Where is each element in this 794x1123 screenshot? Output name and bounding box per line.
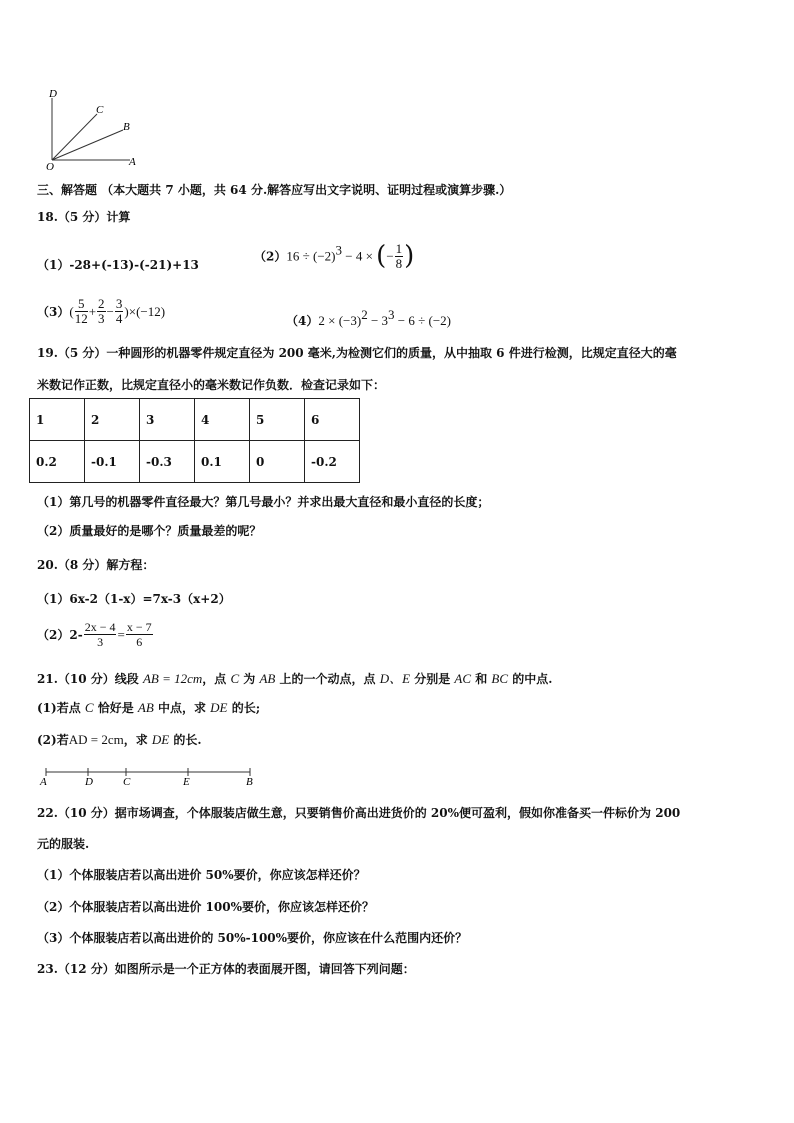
q18-part2: $(2)16 \div (-2)^3 - 4$ × (− $\frac{1}{8}$ ) bbox=[254, 240, 415, 271]
q18-part2-sign: − bbox=[386, 248, 394, 264]
q18-part2-label: （2） bbox=[254, 249, 287, 264]
fraction-denominator: 6 bbox=[136, 635, 143, 649]
q18-part2-expr-b: − 4 × bbox=[341, 248, 377, 264]
fraction-numerator: 1 bbox=[395, 240, 403, 256]
q18-part4-label: （4） bbox=[286, 314, 319, 328]
q19-sub1: （1）第几号的机器零件直径最大？第几号最小？并求出最大直径和最小直径的长度； bbox=[37, 495, 490, 509]
point-a-label: A bbox=[40, 776, 47, 788]
point-c-label: C bbox=[123, 776, 131, 788]
table-cell: 2 bbox=[85, 399, 140, 441]
q20-part2: （2）2- $\frac{2x - 4}{3}$ = $\frac{x - 7}{6}$ bbox=[37, 620, 152, 649]
q22-sub1: （1）个体服装店若以高出进价 50%要价，你应该怎样还价？ bbox=[37, 868, 366, 882]
fraction-denominator: 3 bbox=[98, 311, 105, 326]
table-cell: 6 bbox=[305, 399, 360, 441]
table-cell: 0.2 bbox=[30, 441, 85, 483]
fraction-denominator: 8 bbox=[395, 255, 403, 271]
table-cell: 3 bbox=[140, 399, 195, 441]
q18-part2-expr-a: 16 ÷ (−2) bbox=[286, 248, 336, 264]
label-o: O bbox=[46, 161, 54, 173]
table-cell: -0.3 bbox=[140, 441, 195, 483]
table-cell: 0 bbox=[250, 441, 305, 483]
table-row bbox=[30, 399, 360, 441]
q18-part1: （1）-28+(-13)-(-21)+13 bbox=[37, 258, 199, 272]
q21-sub1: (1)若点 C 恰好是 AB 中点，求 DE 的长; bbox=[37, 700, 261, 715]
table-cell: -0.2 bbox=[305, 441, 360, 483]
q18-part2-exp: 3 bbox=[335, 242, 342, 258]
label-c: C bbox=[96, 104, 104, 116]
label-b: B bbox=[123, 121, 130, 133]
q19-text-line2: 米数记作正数，比规定直径小的毫米数记作负数．检查记录如下： bbox=[37, 378, 386, 392]
q18-title: 18.（5 分）计算 bbox=[37, 210, 131, 224]
fraction-denominator: 3 bbox=[97, 635, 104, 649]
table-cell: -0.1 bbox=[85, 441, 140, 483]
q19-table bbox=[29, 398, 360, 483]
fraction-numerator: 5 bbox=[75, 297, 88, 312]
fraction-numerator: 2x − 4 bbox=[84, 620, 116, 634]
q20-part2-label: （2）2- bbox=[37, 628, 83, 642]
fraction-denominator: 12 bbox=[74, 311, 88, 326]
fraction-denominator: 4 bbox=[115, 311, 123, 326]
label-a: A bbox=[129, 156, 136, 168]
segment-figure bbox=[38, 764, 263, 790]
q18-part3-label: （3） bbox=[37, 305, 70, 319]
q21-sub2: (2)若AD = 2cm，求 DE 的长. bbox=[37, 732, 202, 747]
fraction-numerator: 2 bbox=[98, 296, 105, 311]
q21-text: 21.（10 分）线段 AB = 12cm，点 C 为 AB 上的一个动点，点 D、E 分别是 AC 和 BC 的中点. bbox=[37, 671, 553, 686]
q22-text-line2: 元的服装. bbox=[37, 837, 90, 851]
q23-title: 23.（12 分）如图所示是一个正方体的表面展开图，请回答下列问题： bbox=[37, 962, 415, 976]
q18-part2-fraction bbox=[395, 242, 404, 271]
q18-part4: $(4)2 \times (-3)^2 - 3^3 - 6 \div (-2)$ bbox=[286, 307, 451, 328]
fraction-numerator: 3 bbox=[115, 296, 123, 311]
point-d-label: D bbox=[85, 776, 93, 788]
table-cell: 1 bbox=[30, 399, 85, 441]
angle-figure bbox=[40, 84, 150, 174]
q18-part3: （3）( $\frac{5}{12}$ + $\frac{2}{3}$ − $\frac{3}{4}$ )×(−12) bbox=[37, 296, 166, 326]
q22-sub3: （3）个体服装店若以高出进价的 50%-100%要价，你应该在什么范围内还价？ bbox=[37, 931, 468, 945]
label-d: D bbox=[49, 88, 57, 100]
table-row bbox=[30, 441, 360, 483]
q22-sub2: （2）个体服装店若以高出进价 100%要价，你应该怎样还价？ bbox=[37, 900, 374, 914]
q20-title: 20.（8 分）解方程： bbox=[37, 558, 155, 572]
q19-text-line1: 19.（5 分）一种圆形的机器零件规定直径为 200 毫米,为检测它们的质量，从中抽取 6 件进行检测，比规定直径大的毫 bbox=[37, 346, 677, 360]
table-cell: 4 bbox=[195, 399, 250, 441]
table-cell: 5 bbox=[250, 399, 305, 441]
fraction-numerator: x − 7 bbox=[126, 620, 152, 634]
table-cell: 0.1 bbox=[195, 441, 250, 483]
point-e-label: E bbox=[183, 776, 190, 788]
q19-sub2: （2）质量最好的是哪个？质量最差的呢？ bbox=[37, 524, 262, 538]
q22-text-line1: 22.（10 分）据市场调查，个体服装店做生意，只要销售价高出进货价的 20%便可盈利，假如你准备买一件标价为 200 bbox=[37, 806, 681, 820]
section-heading: 三、解答题 （本大题共 7 小题，共 64 分.解答应写出文字说明、证明过程或演算步骤.） bbox=[37, 183, 512, 197]
point-b-label: B bbox=[246, 776, 253, 788]
q20-part1: （1）6x-2（1-x）=7x-3（x+2） bbox=[37, 592, 231, 606]
q18-part3-tail: ×(−12) bbox=[128, 304, 166, 319]
